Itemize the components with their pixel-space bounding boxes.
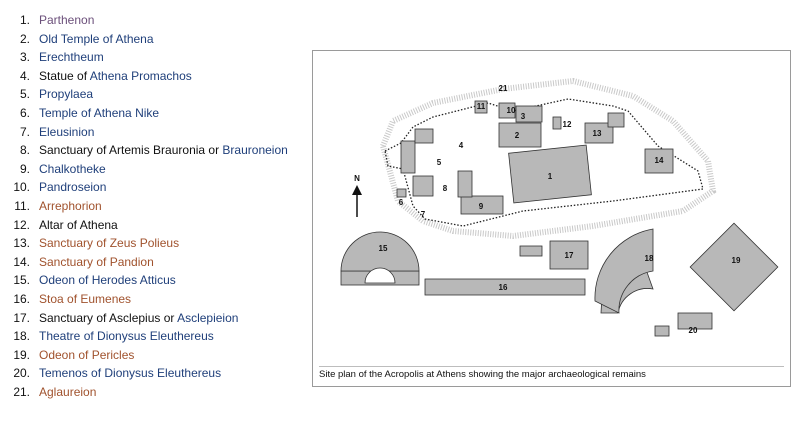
old-temple-shape [499, 123, 541, 147]
plan-label-2: 2 [514, 131, 520, 141]
legend-item [8, 85, 308, 104]
legend-number: 19. [13, 347, 30, 362]
legend-number: 18. [13, 329, 30, 344]
legend-number: 9. [19, 161, 30, 176]
plan-label-6: 6 [398, 198, 404, 208]
legend-item [8, 67, 308, 86]
legend-item [8, 290, 308, 309]
temenos-annex [655, 326, 669, 336]
legend-text: Temenos of Dionysus Eleuthereus [39, 366, 222, 381]
legend-number: 10. [13, 180, 30, 195]
plan-label-11: 11 [476, 102, 486, 112]
odeon-pericles-shape [690, 223, 778, 311]
plan-label-8: 8 [442, 184, 448, 194]
legend-number: 20. [13, 366, 30, 381]
legend-item [8, 11, 308, 30]
plan-label-13: 13 [592, 129, 602, 139]
legend-number: 1. [19, 13, 30, 27]
altar-shape [553, 117, 561, 129]
legend-text: Sanctuary of Zeus Polieus [39, 236, 180, 251]
brauroneion-shape [413, 176, 433, 196]
athena-nike-shape [397, 189, 406, 197]
legend-text: Theatre of Dionysus Eleuthereus [39, 329, 214, 344]
legend-text: Odeon of Pericles [39, 347, 135, 362]
legend-text: Brauroneion [222, 143, 288, 158]
legend-number: 7. [19, 124, 30, 139]
asclepieion-annex [520, 246, 542, 256]
legend-item [8, 364, 308, 383]
legend-item [8, 104, 308, 123]
legend-text: Asclepieion [177, 310, 239, 325]
legend-item [8, 309, 308, 328]
legend-number: 5. [19, 87, 30, 102]
plan-label-19: 19 [731, 256, 741, 266]
legend-item [8, 30, 308, 49]
legend-number: 21. [13, 384, 30, 399]
legend-item [8, 123, 308, 142]
zeus-polieus-annex [608, 113, 624, 127]
legend-text: Altar of Athena [39, 217, 118, 232]
legend-text: Chalkotheke [39, 161, 106, 176]
plan-caption: Site plan of the Acropolis at Athens showing the major archaeological remains [319, 366, 784, 383]
legend-item [8, 160, 308, 179]
legend-text: Athena Promachos [89, 68, 192, 83]
legend-text: Aglaureion [39, 384, 97, 399]
legend-number: 4. [19, 68, 30, 83]
theatre-dionysus-fan [595, 229, 653, 313]
legend-item [8, 48, 308, 67]
legend-number: 3. [19, 50, 30, 65]
plan-label-10: 10 [506, 106, 516, 116]
plan-label-15: 15 [378, 244, 388, 254]
legend-item [8, 197, 308, 216]
legend-number: 11. [14, 198, 30, 213]
legend-item [8, 327, 308, 346]
legend-item [8, 216, 308, 235]
legend-text: Eleusinion [39, 124, 95, 139]
legend-text: Odeon of Herodes Atticus [39, 273, 176, 288]
legend-text: Stoa of Eumenes [39, 291, 132, 306]
legend-number: 14. [13, 254, 30, 269]
legend-item [8, 178, 308, 197]
plan-label-18: 18 [644, 254, 654, 264]
legend-number: 17. [13, 310, 30, 325]
plan-label-1: 1 [547, 172, 553, 182]
legend-text: Sanctuary of Asclepius or [39, 310, 178, 325]
north-arrow [352, 174, 362, 217]
eleusinion-shape [458, 171, 472, 197]
propylaea-wing [415, 129, 433, 143]
plan-label-17: 17 [564, 251, 574, 261]
legend-text: Statue of [39, 68, 90, 83]
legend-number: 15. [13, 273, 30, 288]
legend-text: Old Temple of Athena [39, 31, 154, 46]
plan-label-7: 7 [420, 210, 426, 220]
plan-label-5: 5 [436, 158, 442, 168]
plan-label-3: 3 [520, 112, 526, 122]
legend-item [8, 271, 308, 290]
plan-label-20: 20 [688, 326, 698, 336]
propylaea-shape [401, 141, 415, 173]
plan-label-4: 4 [458, 141, 464, 151]
legend-number: 13. [13, 236, 30, 251]
plan-label-16: 16 [498, 283, 508, 293]
site-plan-figure [312, 50, 791, 387]
legend-number: 16. [13, 291, 30, 306]
site-plan-map [313, 51, 790, 366]
legend-item [8, 234, 308, 253]
legend-text: Temple of Athena Nike [39, 105, 160, 120]
legend-text: Sanctuary of Artemis Brauronia or [39, 143, 223, 158]
plan-label-21: 21 [498, 84, 508, 94]
legend-text: Erechtheum [39, 50, 104, 65]
legend-text: Propylaea [39, 87, 94, 102]
legend-text: Sanctuary of Pandion [39, 254, 154, 269]
plan-label-12: 12 [562, 120, 572, 130]
plan-label-14: 14 [654, 156, 664, 166]
legend-text: Arrephorion [39, 198, 102, 213]
legend-item [8, 383, 308, 402]
north-label: N [354, 174, 360, 184]
legend-text: Pandroseion [39, 180, 107, 195]
legend-number: 6. [19, 105, 30, 120]
legend-number: 2. [19, 31, 30, 46]
legend-item [8, 346, 308, 365]
legend-item [8, 253, 308, 272]
legend-item [8, 141, 308, 160]
legend-number: 8. [19, 143, 30, 158]
plan-label-9: 9 [478, 202, 484, 212]
legend-list [8, 11, 308, 401]
legend-text: Parthenon [39, 13, 95, 27]
legend-number: 12. [13, 217, 30, 232]
